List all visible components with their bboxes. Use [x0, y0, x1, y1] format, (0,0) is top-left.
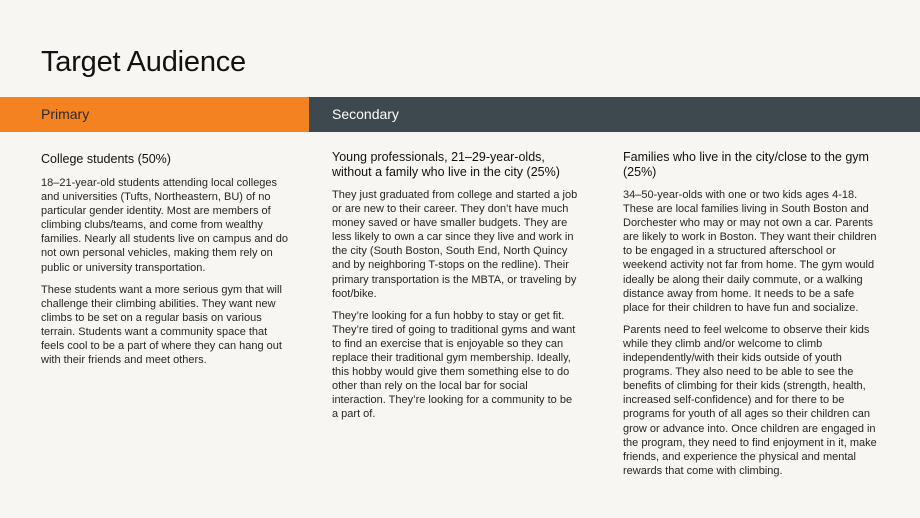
column-paragraph: They’re looking for a fun hobby to stay or get fit. They’re tired of going to traditional gyms and want to find an exercise that is enjoyable so they can replace their traditional gym membership. Ideally, this hobby would give them something else to do other than rely on the local bar for social interaction. They’re looking for a community to be a part of.: [332, 309, 576, 421]
secondary-band: [309, 97, 920, 132]
column-heading: Families who live in the city/close to the gym (25%): [623, 150, 869, 179]
column-heading: Young professionals, 21–29-year-olds, without a family who live in the city (25%): [332, 150, 560, 179]
column-paragraph: They just graduated from college and started a job or are new to their career. They don’t have much money saved or have smaller budgets. They are less likely to own a car since they live and work in the city (South Boston, South End, North Quincy and by neighboring T-stops on the redline). Their primary transportation is the MBTA, or traveling by foot/bike.: [332, 189, 578, 300]
audience-column-college-students: [41, 150, 291, 375]
column-paragraph: Parents need to feel welcome to observe their kids while they climb and/or welcome to climb independently/with their kids outside of youth programs. They also need to be able to see the benefits of climbing for their kids (strength, health, increased self-confidence) and for there to be programs for youth of all ages so their children can grow or advance into. Once children are engaged in the program, they need to find enjoyment in it, make friends, and experience the physical and mental rewards that come with climbing.: [623, 323, 877, 477]
audience-column-young-professionals: [332, 150, 580, 430]
primary-label: Primary: [41, 106, 90, 122]
column-heading: College students (50%): [41, 152, 171, 166]
secondary-label: Secondary: [332, 106, 399, 122]
column-paragraph: 34–50-year-olds with one or two kids ages 4-18. These are local families living in South Boston and Dorchester who may or may not own a car. Parents are likely to work in Boston. They want their children to be engaged in a structured afterschool or weekend activity not far from home. The gym would ideally be along their daily commute, or a walking distance away from home. It needs to be a safe place for their children to have fun and socialize.: [623, 189, 877, 314]
slide-title: Target Audience: [41, 46, 246, 78]
column-paragraph: 18–21-year-old students attending local colleges and universities (Tufts, Northeastern, BU) of no particular gender identity. Most are members of climbing clubs/teams, and come from wealthy families. Nearly all students live on campus and do not own personal vehicles, making them rely on public or university transportation.: [41, 177, 289, 274]
column-paragraph: These students want a more serious gym that will challenge their climbing abilities. They want new climbs to be set on a regular basis on various terrain. Students want a community space that feels cool to be a part of where they can hang out with their friends and meet others.: [41, 283, 282, 367]
primary-band: [0, 97, 309, 132]
audience-column-families: [623, 150, 878, 486]
